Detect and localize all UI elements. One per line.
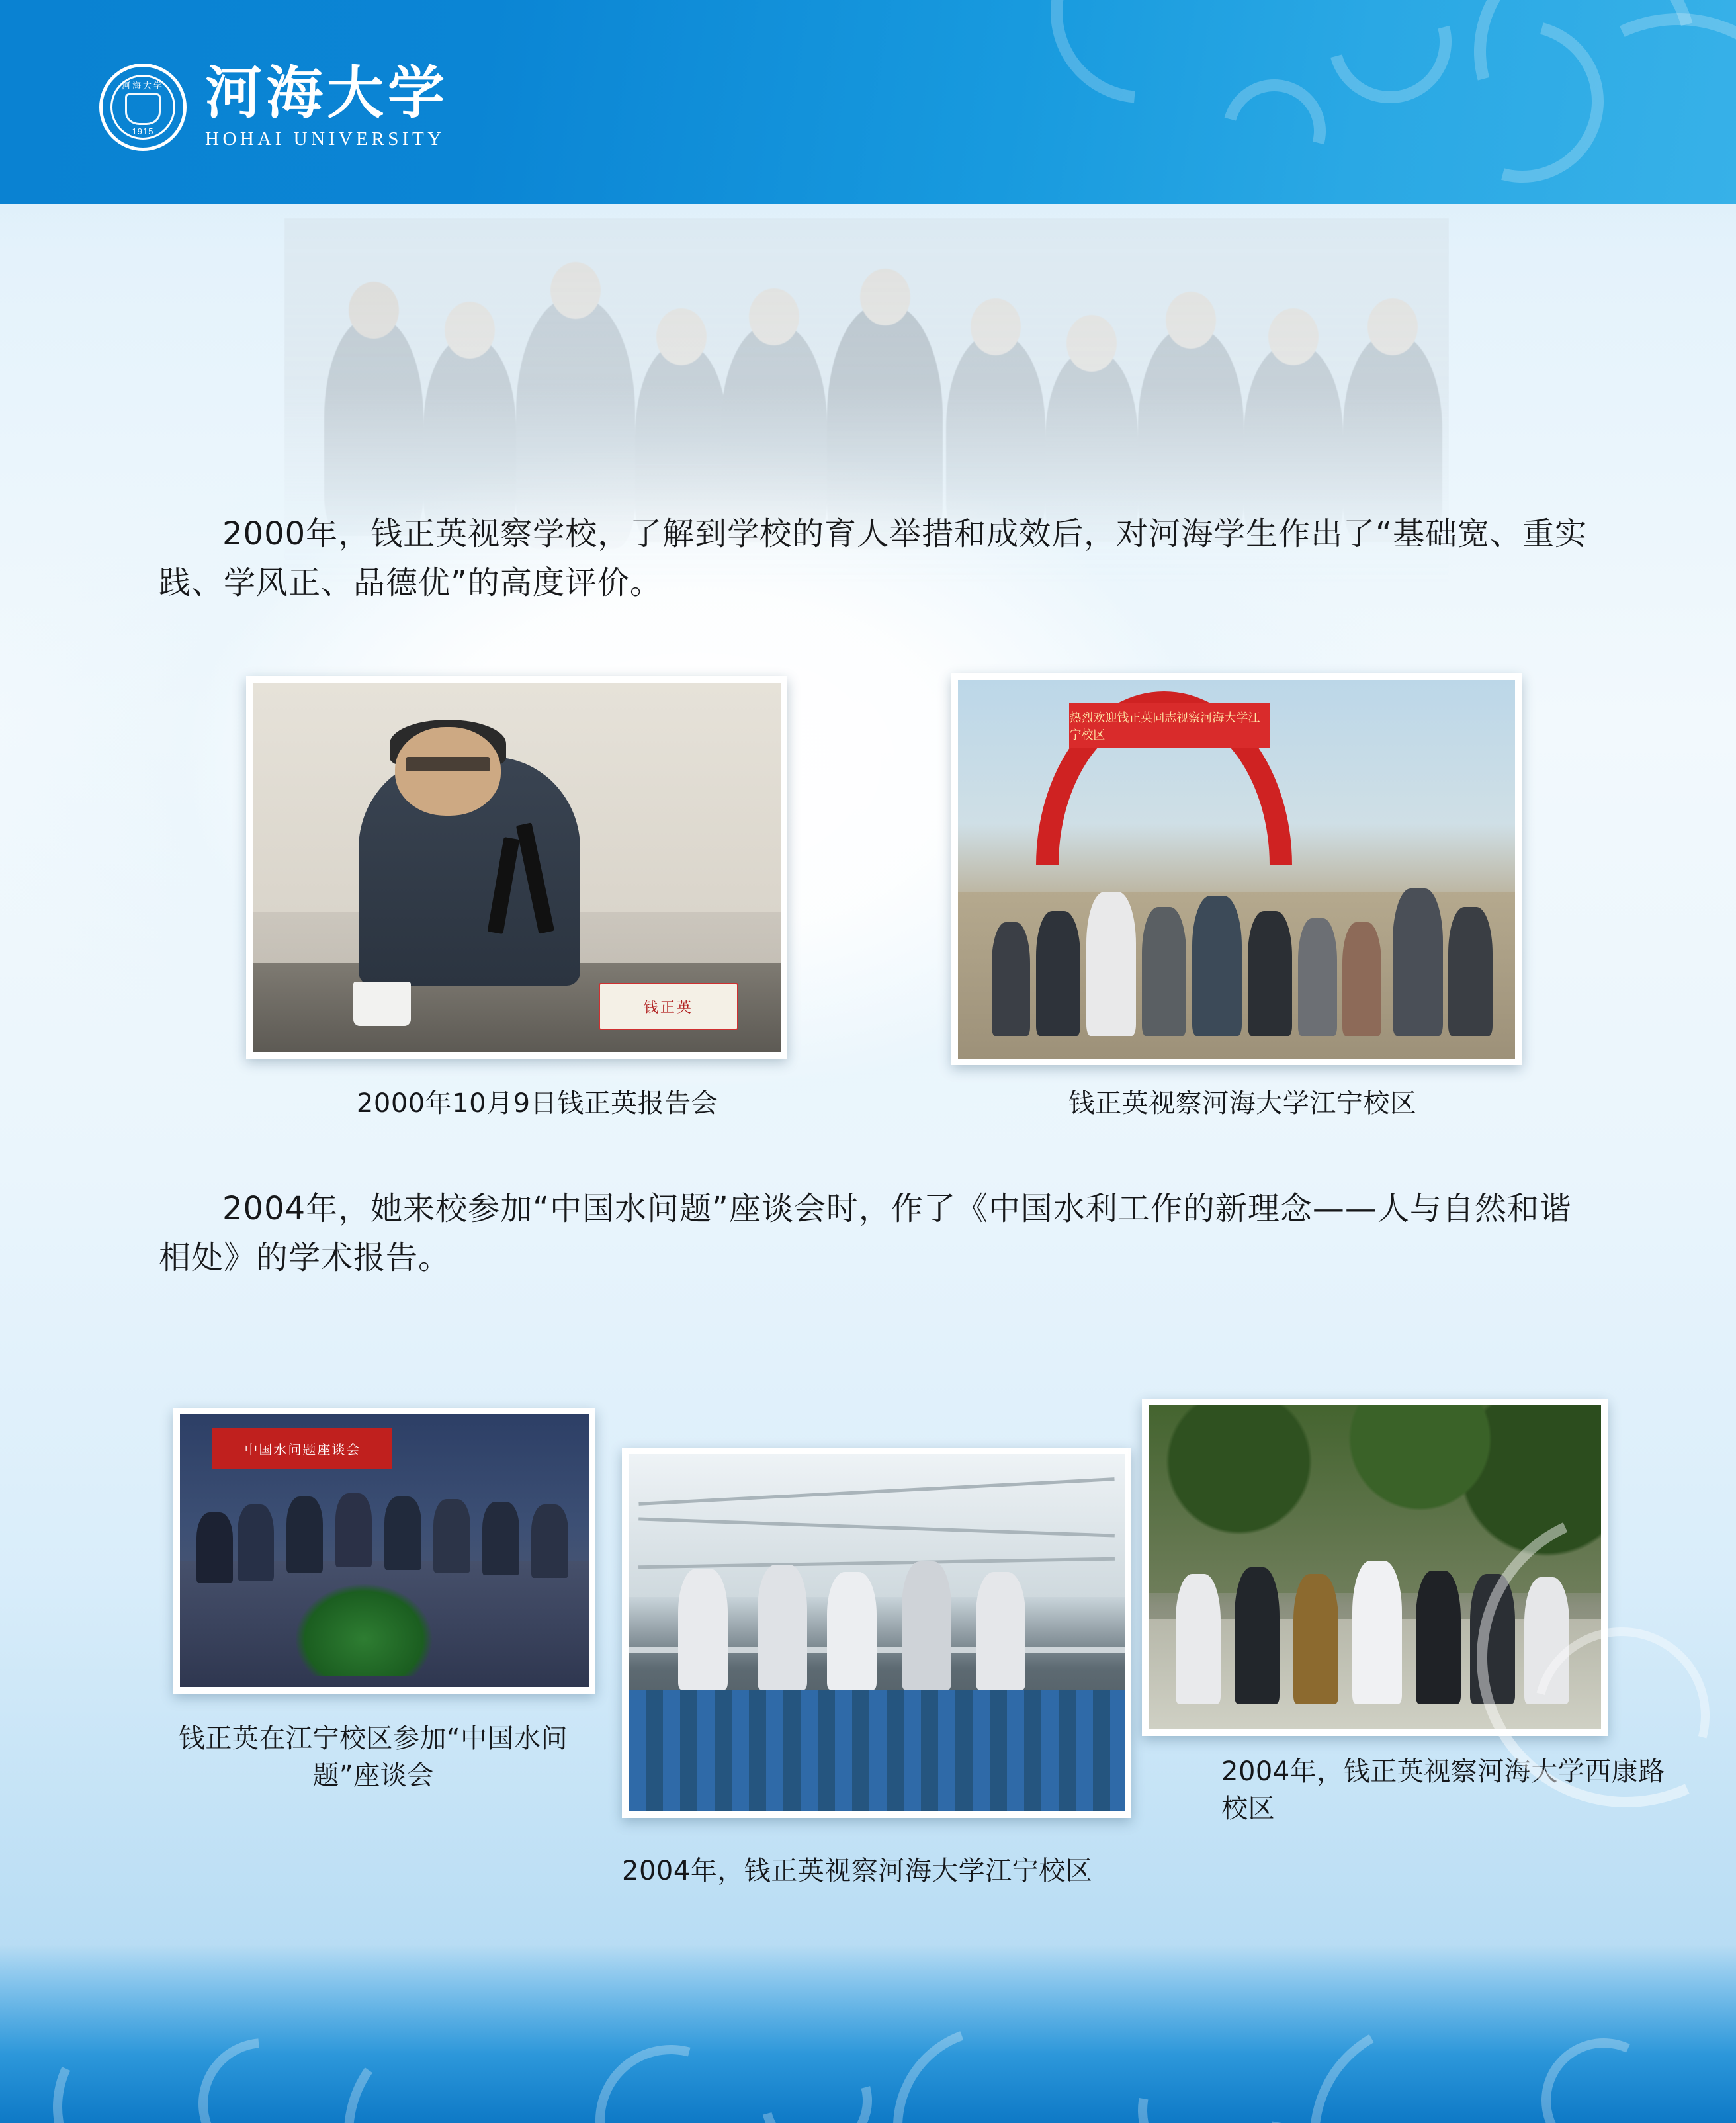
wave-swirl-icon <box>1524 2021 1684 2123</box>
wave-swirl-icon <box>1109 2010 1311 2123</box>
arch-banner <box>1069 703 1270 748</box>
photo-caption: 2004年，钱正英视察河海大学西康路校区 <box>1221 1756 1665 1824</box>
photo-qian-zhengying-lecture <box>246 676 787 1059</box>
paragraph-2004-text: 2004年，她来校参加“中国水问题”座谈会时，作了《中国水利工作的新理念——人与自然和谐相处》的学术报告。 <box>159 1190 1572 1277</box>
photo-jiangning-campus-visit <box>951 673 1522 1065</box>
seal-year-text: 1915 <box>132 126 154 136</box>
photo-water-issues-symposium <box>173 1408 595 1694</box>
photo-jiangning-gymnasium <box>622 1448 1131 1818</box>
logo-text-block <box>205 59 449 151</box>
photo-caption: 钱正英在江宁校区参加“中国水问题”座谈会 <box>178 1723 568 1791</box>
paragraph-2000 <box>159 509 1588 608</box>
university-seal-icon <box>99 64 187 151</box>
photo-caption: 钱正英视察河海大学江宁校区 <box>1068 1088 1417 1119</box>
wave-swirl-icon <box>1283 1992 1573 2123</box>
wave-swirl-icon <box>740 2024 892 2123</box>
symposium-banner <box>212 1428 392 1469</box>
page-header <box>0 0 1736 204</box>
nameplate-text: 钱正英 <box>643 998 693 1016</box>
nameplate <box>599 983 738 1030</box>
logo-english-name: HOHAI UNIVERSITY <box>205 128 445 150</box>
photo-caption: 2000年10月9日钱正英报告会 <box>356 1088 718 1119</box>
symposium-banner-text: 中国水问题座谈会 <box>244 1442 361 1457</box>
logo-chinese-name: 河海大学 <box>205 59 449 126</box>
arch-banner-text: 热烈欢迎钱正英同志视察河海大学江宁校区 <box>1069 711 1260 742</box>
paragraph-2000-text: 2000年，钱正英视察学校，了解到学校的育人举措和成效后，对河海学生作出了“基础宽、重实践、学风正、品德优”的高度评价。 <box>159 515 1588 602</box>
wave-swirl-icon <box>326 2000 592 2123</box>
seal-top-text: 河海大学 <box>121 81 164 91</box>
photo-caption: 2004年，钱正英视察河海大学江宁校区 <box>622 1856 1093 1886</box>
wave-swirl-icon <box>568 2017 773 2123</box>
wave-swirl-icon <box>859 1991 1130 2123</box>
university-logo <box>99 59 449 151</box>
paragraph-2004 <box>159 1184 1588 1283</box>
wave-swirl-icon <box>1203 60 1344 201</box>
page-footer <box>0 1944 1736 2123</box>
